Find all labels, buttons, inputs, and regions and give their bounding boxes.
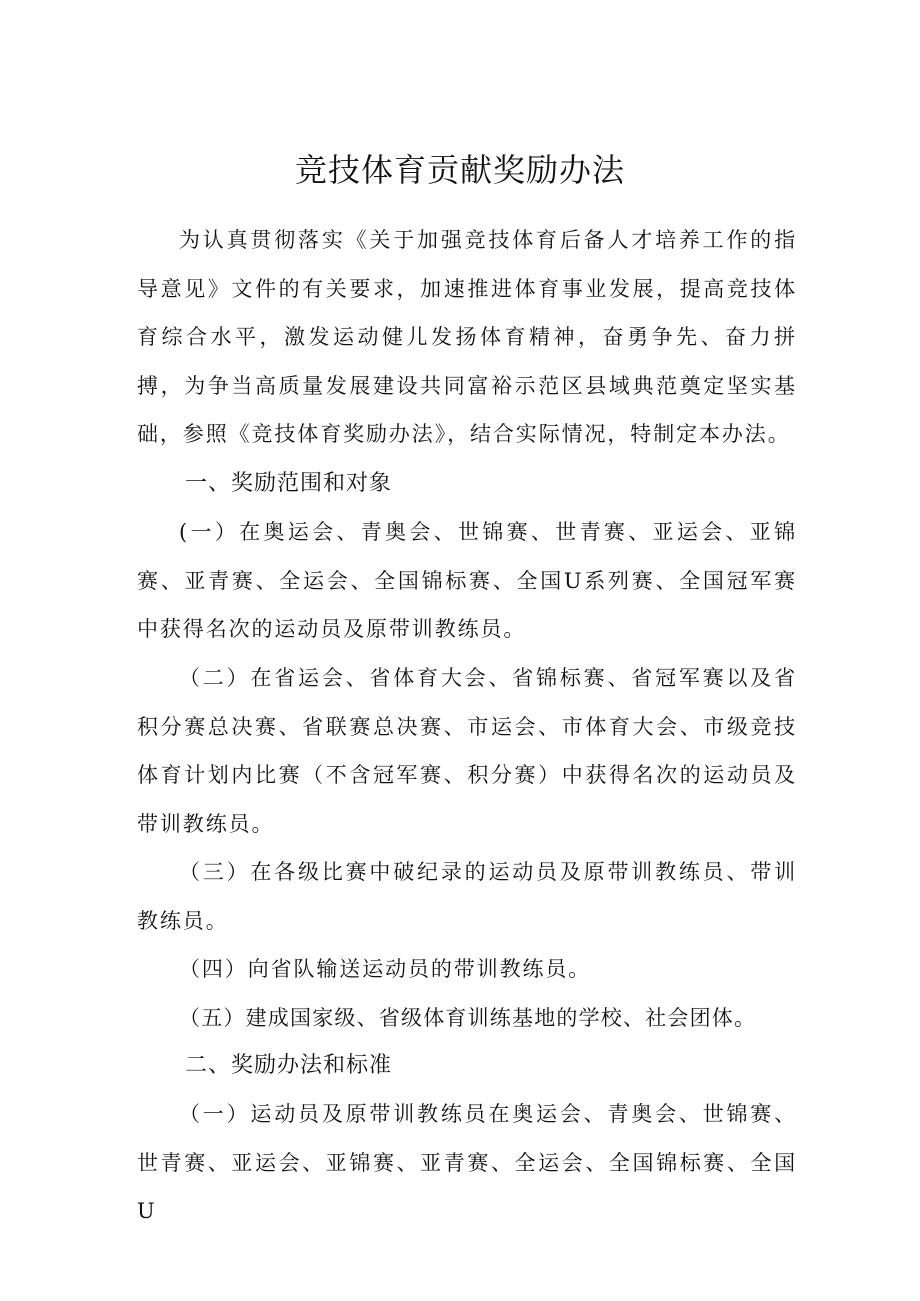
intro-paragraph: 为认真贯彻落实《关于加强竞技体育后备人才培养工作的指导意见》文件的有关要求，加速推进体育事业发展，提高竞技体育综合水平，激发运动健儿发扬体育精神，奋勇争先、奋力拼搏，为争当高质量发展建设共同富裕示范区县域典范奠定坚实基础，参照《竞技体育奖励办法》，结合实际情况，特制定本办法。 (137, 228, 797, 446)
section-heading-standards: 二、奖励办法和标准 (185, 1053, 393, 1078)
section-heading-scope: 一、奖励范围和对象 (185, 471, 393, 496)
scope-item-3: （三）在各级比赛中破纪录的运动员及原带训教练员、带训教练员。 (137, 860, 797, 933)
scope-item-2: （二）在省运会、省体育大会、省锦标赛、省冠军赛以及省积分赛总决赛、省联赛总决赛、市运会、市体育大会、市级竞技体育计划内比赛（不含冠军赛、积分赛）中获得名次的运动员及带训教练员。 (137, 666, 797, 836)
scope-item-4: （四）向省队输送运动员的带训教练员。 (179, 957, 592, 981)
scope-item-5: （五）建成国家级、省级体育训练基地的学校、社会团体。 (179, 1006, 757, 1030)
scope-item-1: (一）在奥运会、青奥会、世锦赛、世青赛、亚运会、亚锦赛、亚青赛、全运会、全国锦标赛、全国U系列赛、全国冠军赛中获得名次的运动员及原带训教练员。 (137, 520, 797, 641)
standards-item-1: （一）运动员及原带训教练员在奥运会、青奥会、世锦赛、世青赛、亚运会、亚锦赛、亚青赛、全运会、全国锦标赛、全国U (137, 1102, 797, 1223)
document-title: 竞技体育贡献奖励办法 (294, 151, 625, 189)
